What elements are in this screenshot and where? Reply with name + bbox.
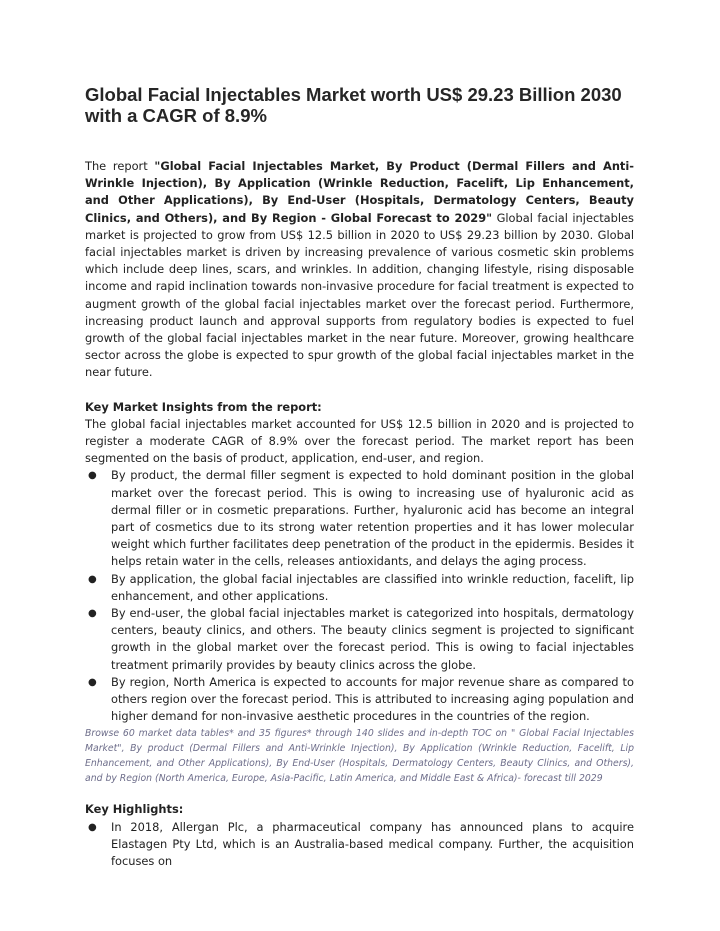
intro-text: Global facial injectables market is projected to grow from US$ 12.5 billion in 2020 to US$ 29.23 billion by 2030. Global facial injectables market is driven by increasing prevalence of various cosmetic skin problems which include deep lines, scars, and wrinkles. In addition, changing lifestyle, rising disposable income and rapid inclination towards non-invasive procedure for facial treatment is expected to augment growth of the global facial injectables market over the forecast period. Furthermore, increasing product launch and approval supports from regulatory bodies is expected to fuel growth of the global facial injectables market in the near future. Moreover, growing healthcare sector across the globe is expected to spur growth of the global facial injectables market in the near future. xyxy=(85,210,634,380)
list-item-text: In 2018, Allergan Plc, a pharmaceutical company has announced plans to acquire Elastagen Pty Ltd, which is an Australia-based medical company. Further, the acquisition focuses on xyxy=(111,819,634,868)
report-name: "Global Facial Injectables Market, By Product (Dermal Fillers and Anti-Wrinkle Injection), By Application (Wrinkle Reduction, Facelift, Lip Enhancement, and Other Applications), By End-User (Hospitals, Dermatology Centers, Beauty Clinics, and Others), and By Region - Global Forecast to 2029" xyxy=(85,159,635,225)
list-item-text: By end-user, the global facial injectables market is categorized into hospitals, dermatology centers, beauty clinics, and others. The beauty clinics segment is projected to significant growth in the global market over the forecast period. This is owing to facial injectables treatment primarily provides by beauty clinics across the globe. xyxy=(111,606,634,672)
insights-lead: The global facial injectables market accounted for US$ 12.5 billion in 2020 and is projected to register a moderate CAGR of 8.9% over the forecast period. The market report has been segmented on the basis of product, application, end-user, and region. xyxy=(85,416,634,466)
intro-prefix: The report xyxy=(85,159,155,173)
list-item xyxy=(85,571,634,605)
browse-note: Browse 60 market data tables* and 35 figures* through 140 slides and in-depth TOC on " Global Facial Injectables Market", By product (Dermal Fillers and Anti-Wrinkle Injection), By Application (Wrinkle Reduction, Facelift, Lip Enhancement, and Other Applications), By End-User (Hospitals, Dermatology Centers, Beauty Clinics, and Others), and by Region (North America, Europe, Asia-Pacific, Latin America, and Middle East & Africa)- forecast till 2029 xyxy=(85,727,634,785)
list-item-text: By region, North America is expected to accounts for major revenue share as compared to others region over the forecast period. This is attributed to increasing aging population and higher demand for non-invasive aesthetic procedures in the countries of the region. xyxy=(111,674,634,724)
page-title: Global Facial Injectables Market worth US$ 29.23 Billion 2030 with a CAGR of 8.9% xyxy=(85,84,622,126)
insights-heading: Key Market Insights from the report: xyxy=(85,399,322,414)
intro-paragraph xyxy=(85,158,634,382)
list-item xyxy=(85,674,634,726)
list-item xyxy=(85,605,634,674)
bullet-icon: ● xyxy=(88,821,97,833)
bullet-icon: ● xyxy=(88,608,97,620)
document-body xyxy=(85,158,634,870)
list-item-text: By product, the dermal filler segment is expected to hold dominant position in the global market over the forecast period. This is owing to increasing use of hyaluronic acid as dermal filler or in cosmetic preparations. Further, hyaluronic acid has become an integral part of cosmetics due to its strong water retention properties and it has lower molecular weight which further facilitates deep penetration of the product in the epidermis. Besides it helps retain water in the cells, releases antioxidants, and delays the aging process. xyxy=(111,468,634,569)
bullet-icon: ● xyxy=(88,470,97,482)
highlights-heading: Key Highlights: xyxy=(85,802,184,817)
highlights-list xyxy=(85,819,634,871)
bullet-icon: ● xyxy=(88,573,97,585)
insights-list xyxy=(85,467,634,725)
bullet-icon: ● xyxy=(88,676,97,688)
list-item xyxy=(85,819,634,871)
list-item xyxy=(85,467,634,570)
list-item-text: By application, the global facial injectables are classified into wrinkle reduction, facelift, lip enhancement, and other applications. xyxy=(111,571,634,603)
